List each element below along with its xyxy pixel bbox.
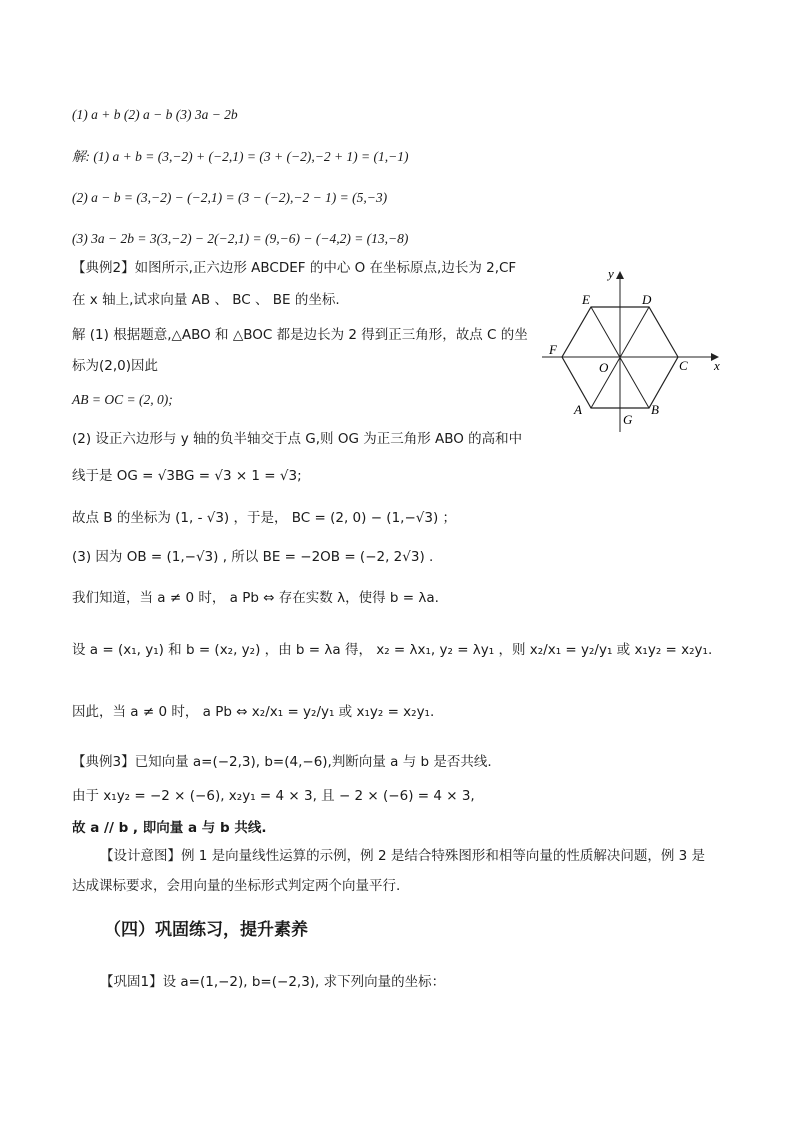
example-3-heading: 【典例3】已知向量 a=(−2,3), b=(4,−6),判断向量 a 与 b 是否共线. — [72, 754, 492, 770]
design-intent-line-1: 【设计意图】例 1 是向量线性运算的示例，例 2 是结合特殊图形和相等向量的性质解决问题，例 3 是 — [100, 848, 706, 864]
example-2-solution-2-cont: 线于是 OG = √3BG = √3 × 1 = √3; — [72, 468, 302, 484]
label-a: A — [574, 402, 582, 417]
collinear-derivation: 设 a = (x₁, y₁) 和 b = (x₂, y₂) ，由 b = λa 得， x₂ = λx₁, y₂ = λy₁ ，则 x₂/x₁ = y₂/y₁ 或 x₁y₂ = x₂y₁. — [72, 642, 713, 658]
hexagon-figure — [530, 262, 730, 437]
label-x: x — [714, 358, 720, 373]
example-2-solution-1-cont: 标为(2,0)因此 — [72, 358, 159, 374]
vector-ab-equals-oc: AB = OC = (2, 0); — [72, 392, 173, 407]
label-d: D — [642, 292, 652, 307]
solution-part-2: (2) a − b = (3,−2) − (−2,1) = (3 − (−2),−2 − 1) = (5,−3) — [72, 190, 388, 205]
label-e: E — [582, 292, 590, 307]
example-2-solution-2: (2) 设正六边形与 y 轴的负半轴交于点 G,则 OG 为正三角形 ABO 的高和中 — [72, 431, 523, 447]
solution-part-3: (3) 3a − 2b = 3(3,−2) − 2(−2,1) = (9,−6) − (−4,2) = (13,−8) — [72, 231, 409, 246]
label-y: y — [608, 266, 614, 281]
example-3-computation: 由于 x₁y₂ = −2 × (−6), x₂y₁ = 4 × 3, 且 − 2 × (−6) = 4 × 3, — [72, 788, 475, 804]
section-heading: （四）巩固练习，提升素养 — [104, 920, 308, 940]
example-2-question: 在 x 轴上,试求向量 AB 、 BC 、 BE 的坐标. — [72, 292, 340, 308]
point-b-coordinates: 故点 B 的坐标为 (1, - √3) ，于是， BC = (2, 0) − (1,−√3) ； — [72, 510, 457, 526]
solution-part-1: 解: (1) a + b = (3,−2) + (−2,1) = (3 + (−2),−2 + 1) = (1,−1) — [72, 149, 409, 164]
exercise-items-line: (1) a + b (2) a − b (3) 3a − 2b — [72, 107, 238, 122]
label-o: O — [599, 360, 609, 375]
design-intent-line-2: 达成课标要求，会用向量的坐标形式判定两个向量平行. — [72, 878, 401, 894]
collinear-condition: 我们知道，当 a ≠ 0 时， a Pb ⇔ 存在实数 λ，使得 b = λa. — [72, 590, 439, 606]
label-f: F — [549, 342, 557, 357]
example-2-solution-1: 解 (1) 根据题意,△ABO 和 △BOC 都是边长为 2 得到正三角形，故点 C 的坐 — [72, 327, 528, 343]
label-b: B — [651, 402, 659, 417]
label-g: G — [623, 412, 633, 427]
practice-1-heading: 【巩固1】设 a=(1,−2), b=(−2,3), 求下列向量的坐标： — [100, 974, 446, 990]
example-2-solution-3: (3) 因为 OB = (1,−√3) , 所以 BE = −2OB = (−2, 2√3) . — [72, 549, 434, 565]
collinear-conclusion: 因此，当 a ≠ 0 时， a Pb ⇔ x₂/x₁ = y₂/y₁ 或 x₁y₂ = x₂y₁. — [72, 704, 435, 720]
example-2-heading: 【典例2】如图所示,正六边形 ABCDEF 的中心 O 在坐标原点,边长为 2,CF — [72, 260, 517, 276]
label-c: C — [679, 358, 688, 373]
example-3-conclusion: 故 a // b , 即向量 a 与 b 共线. — [72, 820, 267, 836]
